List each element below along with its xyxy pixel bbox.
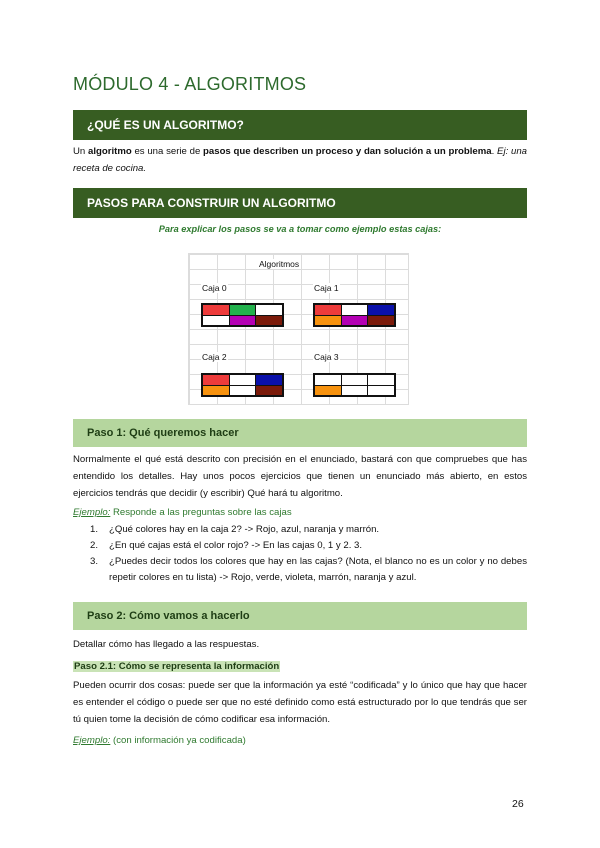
text-run: es una serie de	[131, 146, 204, 157]
paso2-1-paragraph: Pueden ocurrir dos cosas: puede ser que la información ya esté “codificada” y lo único que hay que hacer es entender el código o puede ser que no esté definido como está estructurado por lo que tendrás que ser tú quien tome la decisión de cómo codificar esa información.	[73, 680, 527, 725]
section-heading-pasos	[73, 188, 527, 218]
questions-list	[73, 522, 527, 586]
list-text: ¿Qué colores hay en la caja 2? -> Rojo, azul, naranja y marrón.	[109, 524, 380, 535]
list-text: ¿En qué cajas está el color rojo? -> En las cajas 0, 1 y 2. 3.	[109, 540, 363, 551]
section-heading-label: ¿QUÉ ES UN ALGORITMO?	[87, 118, 244, 132]
paso2-heading	[73, 602, 527, 630]
box-label: Caja 0	[202, 283, 227, 293]
paso1-example	[73, 504, 527, 521]
list-item	[73, 554, 527, 586]
paso2-example	[73, 732, 527, 749]
box-cell	[230, 316, 256, 326]
box-cell	[342, 305, 368, 315]
box-cell	[256, 386, 282, 396]
box-cell	[315, 305, 341, 315]
box-label: Caja 2	[202, 352, 227, 362]
example-label: Ejemplo:	[73, 507, 111, 518]
box-cell	[342, 375, 368, 385]
box-cell	[230, 386, 256, 396]
box-cell	[203, 316, 229, 326]
text-run: .	[491, 146, 498, 157]
text-run: Un	[73, 146, 89, 157]
list-text: ¿Puedes decir todos los colores que hay en las cajas? (Nota, el blanco no es un color y no debes repetir colores en tu lista) -> Rojo, verde, violeta, marrón, naranja y azul.	[109, 556, 527, 583]
box-cell	[342, 316, 368, 326]
figure-caption: Para explicar los pasos se va a tomar como ejemplo estas cajas:	[158, 224, 442, 234]
box-3	[313, 373, 396, 397]
box-cell	[203, 375, 229, 385]
box-cell	[230, 305, 256, 315]
box-label: Caja 3	[314, 352, 339, 362]
box-cell	[342, 386, 368, 396]
paso2-1-subheading: Paso 2.1: Cómo se representa la información	[74, 661, 280, 672]
list-number: 1.	[90, 524, 99, 535]
box-cell	[368, 386, 394, 396]
box-cell	[368, 305, 394, 315]
paso1-heading-label: Paso 1: Qué queremos hacer	[87, 427, 239, 439]
box-cell	[368, 375, 394, 385]
paso1-paragraph: Normalmente el qué está descrito con precisión en el enunciado, bastará con que compruebes que has entendido los detalles. Hay unos pocos ejercicios que tienen un enunciado más abierto, en estos ejercicios tendrás que decidir (y escribir) Qué hará tu algoritmo.	[73, 454, 527, 499]
page-number: 26	[512, 798, 524, 810]
example-text: Responde a las preguntas sobre las cajas	[110, 507, 292, 518]
box-2	[201, 373, 284, 397]
paso1-heading	[73, 419, 527, 447]
box-1	[313, 303, 396, 327]
box-cell	[256, 316, 282, 326]
box-cell	[315, 386, 341, 396]
list-number: 3.	[90, 556, 99, 567]
definition-paragraph	[73, 143, 527, 177]
box-cell	[230, 375, 256, 385]
section-heading-label: PASOS PARA CONSTRUIR UN ALGORITMO	[87, 196, 336, 210]
box-cell	[315, 375, 341, 385]
box-cell	[203, 386, 229, 396]
section-heading-que-es	[73, 110, 527, 140]
box-cell	[368, 316, 394, 326]
list-item	[73, 522, 527, 538]
box-cell	[315, 316, 341, 326]
text-run-italic: Ej: una receta de cocina.	[73, 146, 527, 174]
box-label: Caja 1	[314, 283, 339, 293]
list-number: 2.	[90, 540, 99, 551]
box-cell	[203, 305, 229, 315]
list-item	[73, 538, 527, 554]
boxes-figure	[188, 253, 409, 405]
box-cell	[256, 305, 282, 315]
page-title: MÓDULO 4 - ALGORITMOS	[73, 74, 307, 94]
figure-title: Algoritmos	[259, 259, 300, 269]
text-run-bold: algoritmo	[88, 146, 132, 157]
text-run-bold: pasos que describen un proceso y dan solución a un problema	[203, 146, 492, 157]
paso2-heading-label: Paso 2: Cómo vamos a hacerlo	[87, 610, 250, 622]
box-0	[201, 303, 284, 327]
example-label: Ejemplo:	[73, 735, 111, 746]
box-cell	[256, 375, 282, 385]
example-text: (con información ya codificada)	[110, 735, 246, 746]
paso2-paragraph: Detallar cómo has llegado a las respuestas.	[73, 639, 260, 650]
